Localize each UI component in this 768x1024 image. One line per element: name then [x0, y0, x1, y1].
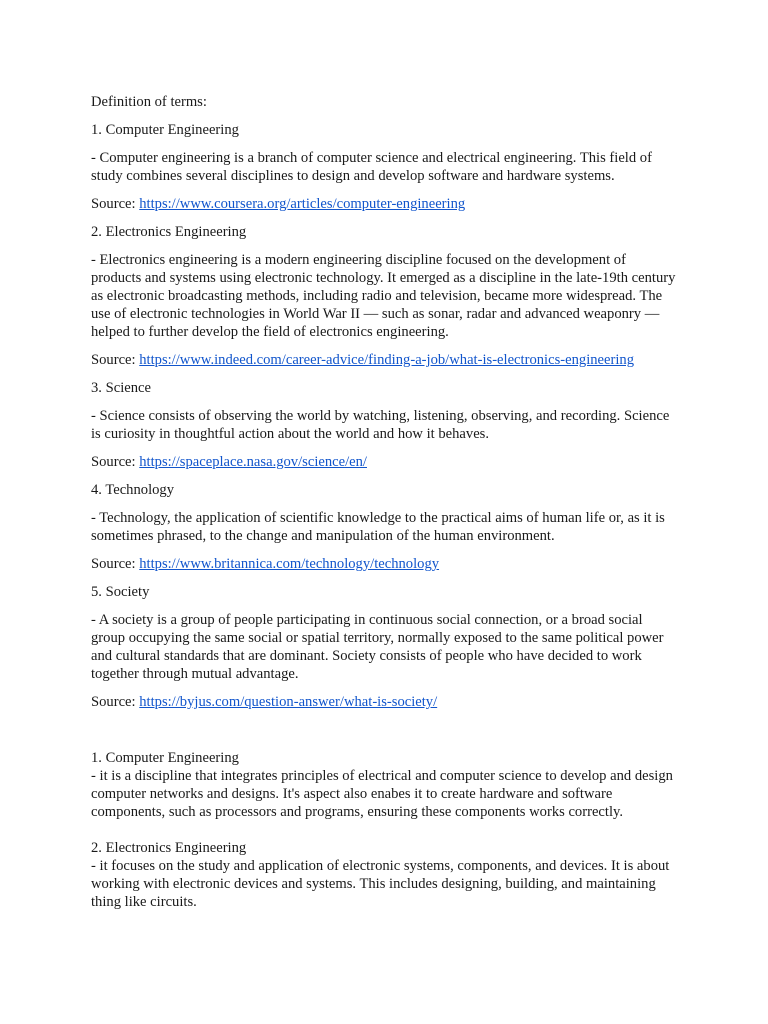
- term-title-electronics-engineering: 2. Electronics Engineering: [91, 224, 247, 240]
- source-line: [91, 453, 677, 471]
- source-line: [91, 555, 677, 573]
- source-link-science[interactable]: https://spaceplace.nasa.gov/science/en/: [139, 454, 367, 470]
- term-title-society: 5. Society: [91, 584, 150, 600]
- term-definition-computer-engineering: - Computer engineering is a branch of computer science and electrical engineering. This field of study combines several disciplines to design and develop software and hardware systems.: [91, 150, 652, 184]
- document-page: [91, 93, 677, 911]
- source-link-technology[interactable]: https://www.britannica.com/technology/technology: [139, 556, 440, 572]
- term-title-computer-engineering: 1. Computer Engineering: [91, 122, 239, 138]
- source-label: Source:: [91, 454, 136, 470]
- source-label: Source:: [91, 694, 136, 710]
- document-heading: Definition of terms:: [91, 94, 207, 110]
- source-label: Source:: [91, 196, 136, 212]
- source-link-electronics-engineering[interactable]: https://www.indeed.com/career-advice/finding-a-job/what-is-electronics-engineering: [139, 352, 635, 368]
- own-words-title-computer-engineering: 1. Computer Engineering: [91, 750, 239, 766]
- source-link-society[interactable]: https://byjus.com/question-answer/what-is-society/: [139, 694, 438, 710]
- term-title-technology: 4. Technology: [91, 482, 175, 498]
- source-line: [91, 693, 677, 711]
- source-line: [91, 351, 677, 369]
- term-definition-electronics-engineering: - Electronics engineering is a modern engineering discipline focused on the development of products and systems using electronic technology. It emerged as a discipline in the late-19th century as electronic broadcasting methods, including radio and television, became more widespread. The use of electronic technologies in World War II — such as sonar, radar and advanced weaponry — helped to further develop the field of electronics engineering.: [91, 252, 676, 340]
- own-words-title-electronics-engineering: 2. Electronics Engineering: [91, 840, 247, 856]
- source-label: Source:: [91, 556, 136, 572]
- term-definition-technology: - Technology, the application of scientific knowledge to the practical aims of human life or, as it is sometimes phrased, to the change and manipulation of the human environment.: [91, 510, 665, 544]
- own-words-body-electronics-engineering: - it focuses on the study and application of electronic systems, components, and devices. It is about working with electronic devices and systems. This includes designing, building, and maintaining thing like circuits.: [91, 858, 670, 910]
- source-line: [91, 195, 677, 213]
- source-label: Source:: [91, 352, 136, 368]
- own-words-body-computer-engineering: - it is a discipline that integrates principles of electrical and computer science to develop and design computer networks and designs. It's aspect also enabes it to create hardware and software components, such as processors and programs, ensuring these components works correctly.: [91, 768, 673, 820]
- term-definition-society: - A society is a group of people participating in continuous social connection, or a broad social group occupying the same social or spatial territory, normally exposed to the same political power and cultural standards that are dominant. Society consists of people who have decided to work together through mutual advantage.: [91, 612, 664, 682]
- term-title-science: 3. Science: [91, 380, 151, 396]
- term-definition-science: - Science consists of observing the world by watching, listening, observing, and recording. Science is curiosity in thoughtful action about the world and how it behaves.: [91, 408, 670, 442]
- source-link-computer-engineering[interactable]: https://www.coursera.org/articles/computer-engineering: [139, 196, 466, 212]
